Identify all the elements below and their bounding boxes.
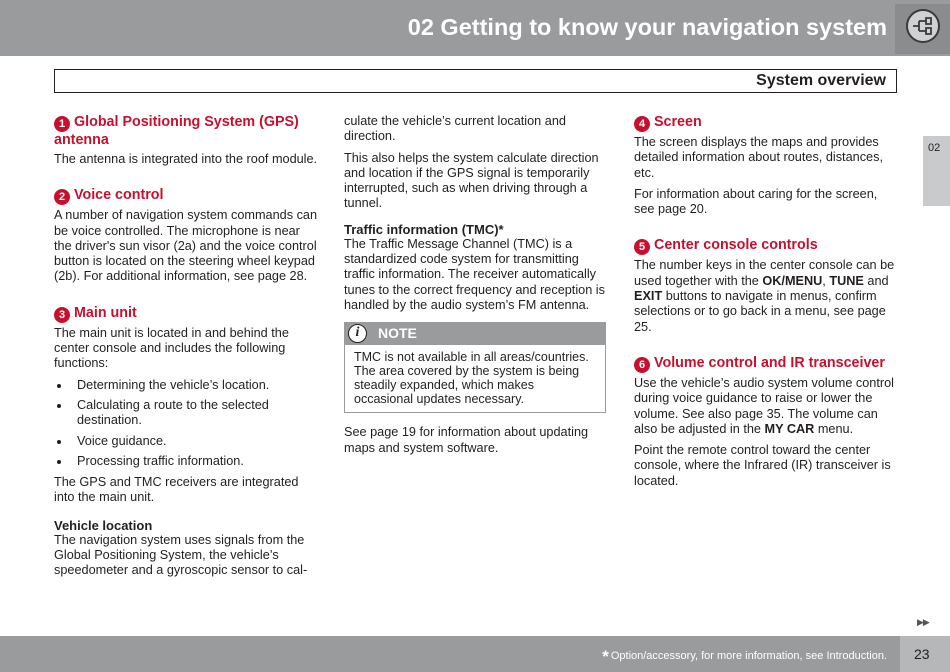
voice-control-text: A number of navigation system commands can be voice controlled. The microphone is near the driver's sun visor (2a) and the voice control button is located on the steering wheel keypad (2b). For additional information, see page 28. [54,208,318,284]
voice-control-heading [54,187,318,205]
tmc-heading: Traffic information (TMC)* [344,221,504,237]
gps-antenna-title: Global Positioning System (GPS) antenna [54,114,299,148]
gps-antenna-heading [54,114,318,149]
menu-key-label: MENU [784,273,823,288]
list-item: Processing traffic information. [54,454,318,469]
screen-text: The screen displays the maps and provides detailed information about routes, distances, etc. [634,135,883,180]
main-unit-receivers-text: The GPS and TMC receivers are integrated into the main unit. [54,475,299,505]
vehicle-location-text: The navigation system uses signals from the Global Positioning System, the vehicle’s speedometer and a gyroscopic sensor to cal- [54,532,308,578]
screen-care-text: For information about caring for the screen, see page 20. [634,186,878,217]
callout-2-icon: 2 [54,189,70,205]
volume-control-text: Use the vehicle’s audio system volume control during voice guidance to raise or lower the volume. See also page 35. The volume can also be adjusted in the MY CAR menu. [634,375,894,436]
volume-control-heading [634,355,898,373]
column-2 [344,114,608,462]
chapter-tab-label: 02 [928,142,941,154]
note-label: NOTE [378,325,417,342]
list-item: Calculating a route to the selected destination. [54,398,318,429]
note-header [345,323,605,345]
screen-title: Screen [654,114,702,130]
note-box [344,322,606,413]
page-header [0,0,950,56]
ir-transceiver-text: Point the remote control toward the center console, where the Infrared (IR) transceiver is located. [634,443,891,488]
callout-6-icon: 6 [634,357,650,373]
my-car-label: MY CAR [764,421,815,436]
chapter-title: 02 Getting to know your navigation system [407,14,887,40]
callout-5-icon: 5 [634,239,650,255]
exit-key-label: EXIT [634,289,663,304]
info-icon: i [348,324,367,343]
asterisk: * [602,647,609,666]
screen-heading [634,114,898,132]
main-unit-title: Main unit [74,304,137,321]
list-item: Determining the vehicle’s location. [54,378,318,393]
column-3 [634,114,898,495]
section-title: System overview [756,72,886,89]
page-footer [0,636,950,672]
main-unit-text: The main unit is located in and behind the center console and includes the following functions: [54,325,289,371]
gps-antenna-text: The antenna is integrated into the roof module. [54,152,318,166]
main-unit-functions [54,378,318,469]
callout-4-icon: 4 [634,116,650,132]
voice-control-title: Voice control [74,187,164,204]
center-console-title: Center console controls [654,237,818,254]
section-bar [54,69,897,93]
center-console-heading [634,237,898,255]
vehicle-location-heading: Vehicle location [54,517,153,533]
updating-maps-text: See page 19 for information about updating maps and system software. [344,425,589,455]
footer-note: * Option/accessory, for more information, see Introduction. [602,647,887,666]
double-chevron-right-icon[interactable]: ▶▶ [917,617,929,627]
callout-1-icon: 1 [54,116,70,132]
navigation-system-icon [906,9,940,43]
page-number: 23 [914,646,930,662]
callout-3-icon: 3 [54,307,70,323]
chapter-tab[interactable] [923,136,950,206]
list-item: Voice guidance. [54,434,318,449]
tune-key-label: TUNE [829,273,864,288]
vehicle-location-continued-text: culate the vehicle’s current location and direction. [344,114,566,144]
center-console-text: The number keys in the center console can be used together with the OK/MENU, TUNE and EXIT buttons to navigate in menus, confirm selections or to go back in a menu, see page 25. [634,258,895,334]
ok-key-label: OK [762,273,782,288]
tunnel-text: This also helps the system calculate direction and location if the GPS signal is temporarily interrupted, such as when driving through a tunnel. [344,150,599,211]
note-body: TMC is not available in all areas/countries. The area covered by the system is being steadily expanded, which makes occasional updates necessary. [354,350,589,407]
main-unit-heading [54,305,318,323]
column-1 [54,114,318,585]
tmc-text: The Traffic Message Channel (TMC) is a standardized code system for transmitting traffic information. The receiver automatically tunes to the correct frequency and reception is handled by the audio system’s FM antenna. [344,236,605,312]
volume-control-title: Volume control and IR transceiver [654,354,885,371]
